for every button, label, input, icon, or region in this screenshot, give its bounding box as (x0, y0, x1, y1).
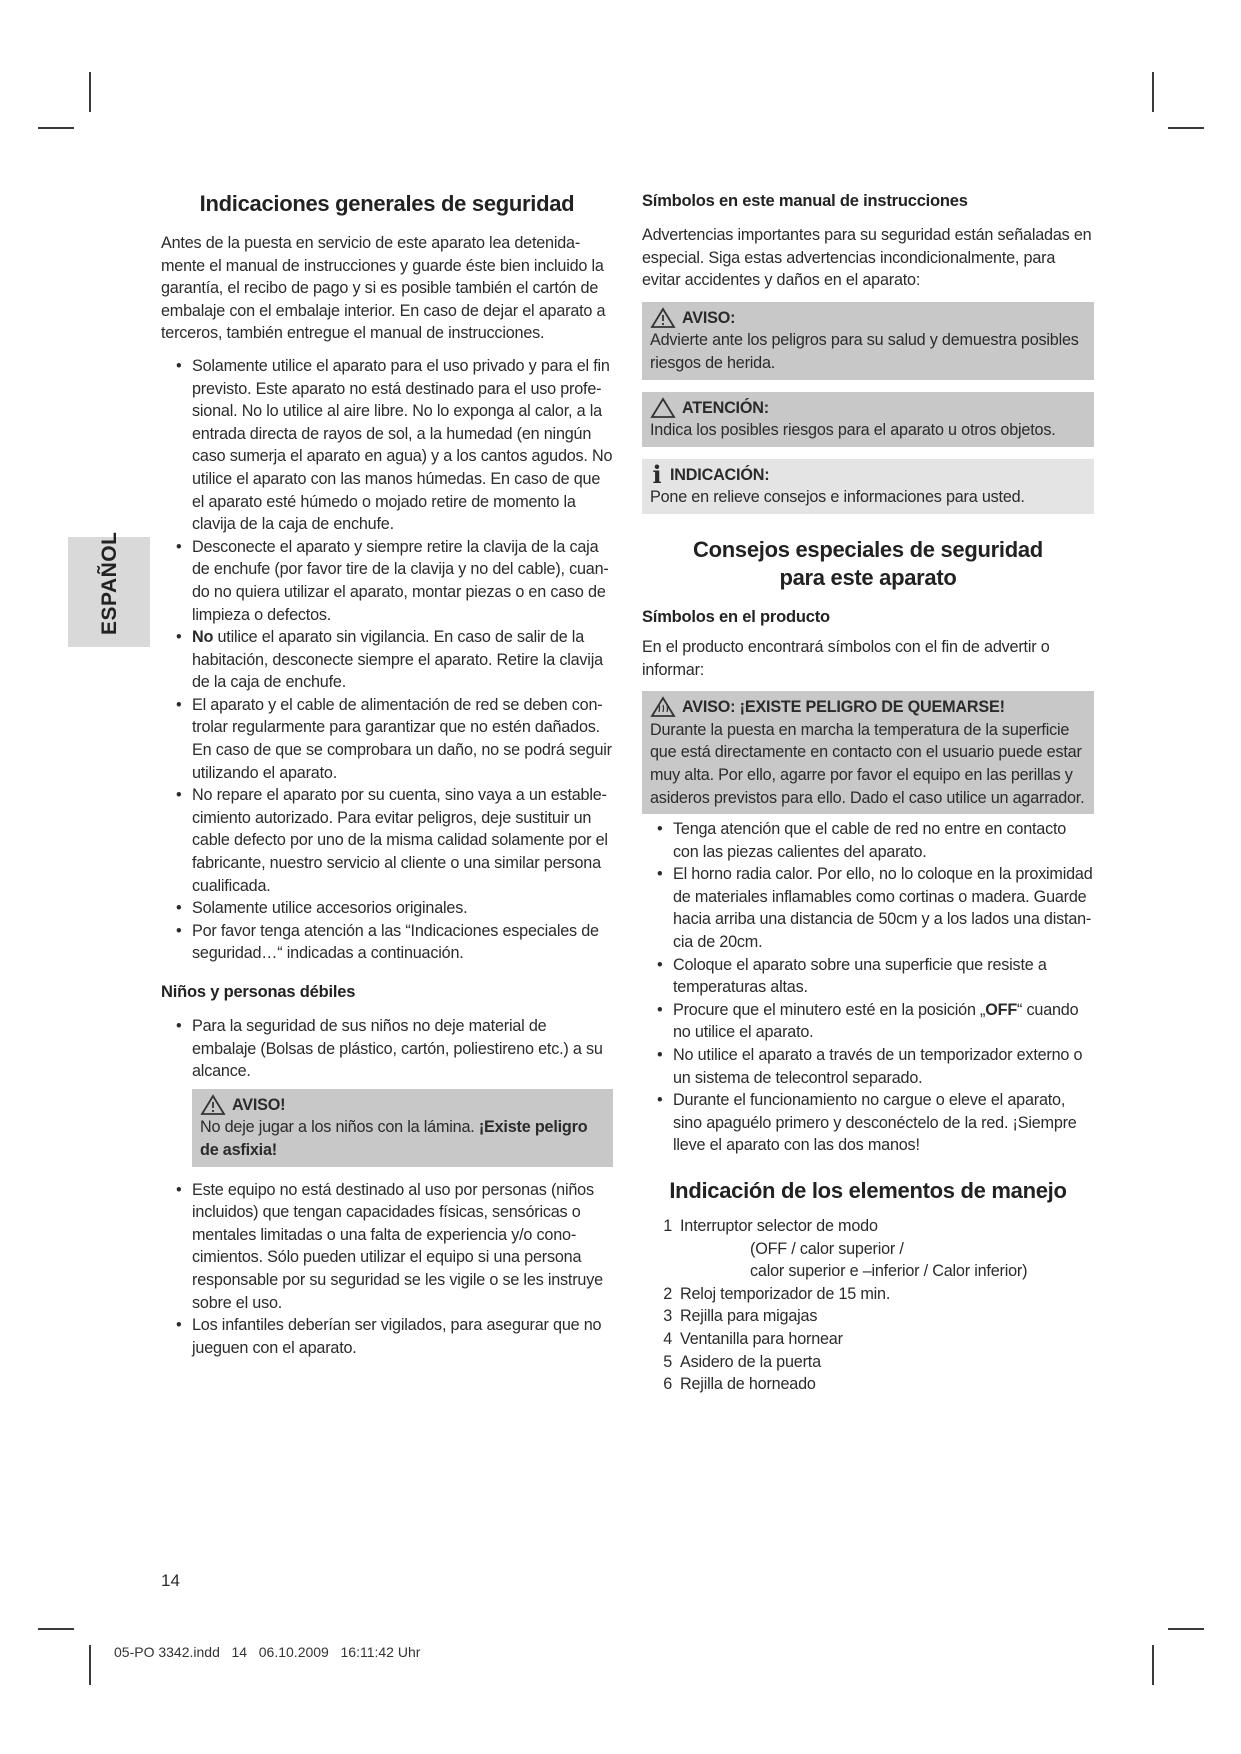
crop-mark (89, 72, 91, 112)
control-sub-text: calor superior e –inferior / Calor inferior) (750, 1262, 1028, 1281)
children-list-2 (161, 1179, 613, 1360)
left-column (161, 190, 613, 1369)
symbols-intro: Advertencias importantes para su seguridad están señaladas en especial. Siga estas advertencias incondicionalmente, para evitar accidentes y daños en el aparato: (642, 226, 1092, 290)
burn-warning-box (642, 691, 1094, 814)
list-item: • Por favor tenga atención a las “Indicaciones especiales de seguridad…“ indicadas a continuación. (161, 920, 613, 965)
crop-mark (1152, 72, 1154, 112)
list-item: • Este equipo no está destinado al uso por personas (niños incluidos) que tengan capacidades físicas, sensóricas o mentales limitadas o una falta de experiencia y/o cono-cimientos. Sólo pueden utilizar el equipo si una persona responsable por su seguridad se les vigile o se les instruye sobre el uso. (161, 1179, 613, 1315)
language-tab-label: ESPAÑOL (98, 531, 121, 635)
control-number: 5 (663, 1352, 672, 1371)
burn-warning-label: AVISO: ¡EXISTE PELIGRO DE QUEMARSE! (682, 698, 1005, 717)
caution-triangle-icon (650, 397, 676, 419)
crop-mark (1168, 1628, 1204, 1630)
control-label: Asidero de la puerta (680, 1352, 821, 1371)
list-item: • El aparato y el cable de alimentación de red se deben con-trolar regularmente para garantizar que no estén dañados. En caso de que se comprobara un daño, no se podrá seguir utilizando el aparato. (161, 694, 613, 784)
indicacion-head (650, 459, 1086, 489)
warning-triangle-icon (650, 307, 676, 329)
list-item-text: “ cuando no utilice el aparato. (673, 1000, 1079, 1042)
indicacion-label: INDICACIÓN: (670, 465, 770, 484)
control-label: Interruptor selector de modo (680, 1217, 878, 1235)
control-item (642, 1305, 1094, 1328)
control-number: 2 (663, 1284, 672, 1303)
list-item: • El horno radia calor. Por ello, no lo coloque en la proximidad de materiales inflamables como cortinas o madera. Guarde hacia arriba una distancia de 50cm y a los lados una distan-cia de 20cm. (642, 863, 1094, 953)
control-number: 4 (663, 1329, 672, 1348)
general-safety-list (161, 355, 613, 965)
crop-mark (38, 1628, 74, 1630)
info-icon: i (652, 459, 662, 489)
burn-warning-head (650, 696, 1086, 719)
crop-mark (38, 127, 74, 129)
language-tab (68, 531, 150, 647)
aviso-head (650, 307, 1086, 330)
symbols-heading: Símbolos en este manual de instrucciones (642, 192, 968, 210)
list-item: • No utilice el aparato a través de un temporizador externo o un sistema de telecontrol separado. (642, 1044, 1094, 1089)
control-label: Rejilla para migajas (680, 1307, 818, 1326)
special-safety-list (642, 818, 1094, 1157)
atencion-head (650, 397, 1086, 420)
control-item-sub (642, 1238, 1094, 1261)
control-number: 3 (663, 1307, 672, 1326)
aviso-box (642, 302, 1094, 380)
list-item: • Durante el funcionamiento no cargue o eleve el aparato, sino apaguélo primero y desconéctelo de la red. ¡Siempre lleve el aparato con las dos manos! (642, 1089, 1094, 1157)
atencion-text: Indica los posibles riesgos para el aparato u otros objetos. (650, 421, 1056, 440)
list-item: • Solamente utilice accesorios originales. (161, 897, 613, 920)
list-item (161, 626, 613, 694)
print-footer: 05-PO 3342.indd 14 06.10.2009 16:11:42 Uhr (114, 1644, 421, 1660)
special-safety-title-line2: para este aparato (779, 564, 957, 590)
list-item-text: Procure que el minutero esté en la posición „ (673, 1000, 986, 1019)
list-item-text: utilice el aparato sin vigilancia. En caso de salir de la habitación, desconecte siempre el aparato. Retire la clavija de la caja de enchufe. (192, 628, 603, 692)
controls-list (642, 1215, 1094, 1396)
indicacion-text: Pone en relieve consejos e informaciones para usted. (650, 488, 1025, 507)
atencion-label: ATENCIÓN: (682, 398, 769, 417)
page-number: 14 (161, 1571, 180, 1590)
aviso-label: AVISO! (232, 1095, 286, 1114)
atencion-box (642, 392, 1094, 447)
aviso-text-bold: ¡Existe peligro de asfixia! (200, 1118, 588, 1159)
control-sub-text: (OFF / calor superior / (750, 1239, 904, 1258)
indicacion-box (642, 459, 1094, 514)
general-safety-title: Indicaciones generales de seguridad (199, 191, 575, 216)
list-item: • Solamente utilice el aparato para el uso privado y para el fin previsto. Este aparato no está destinado para el uso profe-sional. No lo utilice al aire libre. No lo exponga al calor, a la entrada directa de rayos de sol, a la humedad (en ningún caso sumerja el aparato en agua) y a los cantos agudos. No utilice el aparato con las manos húmedas. En caso de que el aparato esté húmedo o mojado retire de momento la clavija de la caja de enchufe. (161, 355, 613, 536)
aviso-text (200, 1116, 605, 1161)
control-item (642, 1283, 1094, 1306)
special-safety-title (642, 536, 1094, 592)
emphasis: No (192, 628, 214, 647)
control-label: Reloj temporizador de 15 min. (680, 1284, 891, 1303)
list-item: • Tenga atención que el cable de red no entre en contacto con las piezas calientes del aparato. (642, 818, 1094, 863)
warning-triangle-icon (200, 1094, 226, 1116)
crop-mark (1168, 127, 1204, 129)
controls-title: Indicación de los elementos de manejo (669, 1178, 1067, 1203)
aviso-label: AVISO: (682, 308, 736, 327)
crop-mark (1152, 1645, 1154, 1685)
list-item: • Coloque el aparato sobre una superficie que resiste a temperaturas altas. (642, 954, 1094, 999)
list-item: • Para la seguridad de sus niños no deje material de embalaje (Bolsas de plástico, cartón, poliestireno etc.) a su alcance. (161, 1015, 613, 1083)
children-heading: Niños y personas débiles (161, 983, 356, 1001)
general-safety-intro: Antes de la puesta en servicio de este aparato lea detenida-mente el manual de instrucciones y guarde éste bien incluido la garantía, el recibo de pago y si es posible también el cartón de embalaje con el embalaje interior. En caso de dejar el aparato a terceros, también entregue el manual de instrucciones. (161, 234, 606, 343)
control-number: 6 (663, 1375, 672, 1394)
children-list (161, 1015, 613, 1083)
list-item: • Desconecte el aparato y siempre retire la clavija de la caja de enchufe (por favor tire de la clavija y no del cable), cuan-do no quiera utilizar el aparato, montar piezas o en caso de limpieza o defectos. (161, 536, 613, 626)
product-symbols-text: En el producto encontrará símbolos con el fin de advertir o informar: (642, 637, 1050, 679)
aviso-text: Advierte ante los peligros para su salud y demuestra posibles riesgos de herida. (650, 331, 1079, 372)
hot-surface-warning-icon (650, 696, 676, 718)
list-item (642, 999, 1094, 1044)
product-symbols-heading: Símbolos en el producto (642, 607, 830, 626)
control-item (642, 1351, 1094, 1374)
crop-mark (89, 1645, 91, 1685)
control-item (642, 1215, 1094, 1238)
list-item: • Los infantiles deberían ser vigilados, para asegurar que no jueguen con el aparato. (161, 1314, 613, 1359)
aviso-head (200, 1094, 605, 1117)
right-column (642, 190, 1094, 1396)
special-safety-title-line1: Consejos especiales de seguridad (693, 536, 1043, 562)
control-item (642, 1328, 1094, 1351)
list-item: • No repare el aparato por su cuenta, sino vaya a un estable-cimiento autorizado. Para evitar peligros, deje sustituir un cable defecto por uno de la misma calidad solamente por el fabricante, nuestro servicio al cliente o una similar persona cualificada. (161, 784, 613, 897)
control-item-sub (642, 1260, 1094, 1283)
burn-warning-text: Durante la puesta en marcha la temperatura de la superficie que está directamente en contacto con el usuario puede estar muy alta. Por ello, agarre por favor el equipo en las perillas y asideros previstos para ello. Dado el caso utilice un agarrador. (650, 720, 1085, 807)
control-item (642, 1373, 1094, 1396)
control-label: Rejilla de horneado (680, 1375, 816, 1394)
control-number: 1 (663, 1217, 672, 1235)
aviso-box (192, 1089, 613, 1167)
emphasis: OFF (985, 1000, 1018, 1019)
aviso-text-plain: No deje jugar a los niños con la lámina. (200, 1118, 479, 1137)
control-label: Ventanilla para hornear (680, 1329, 843, 1348)
